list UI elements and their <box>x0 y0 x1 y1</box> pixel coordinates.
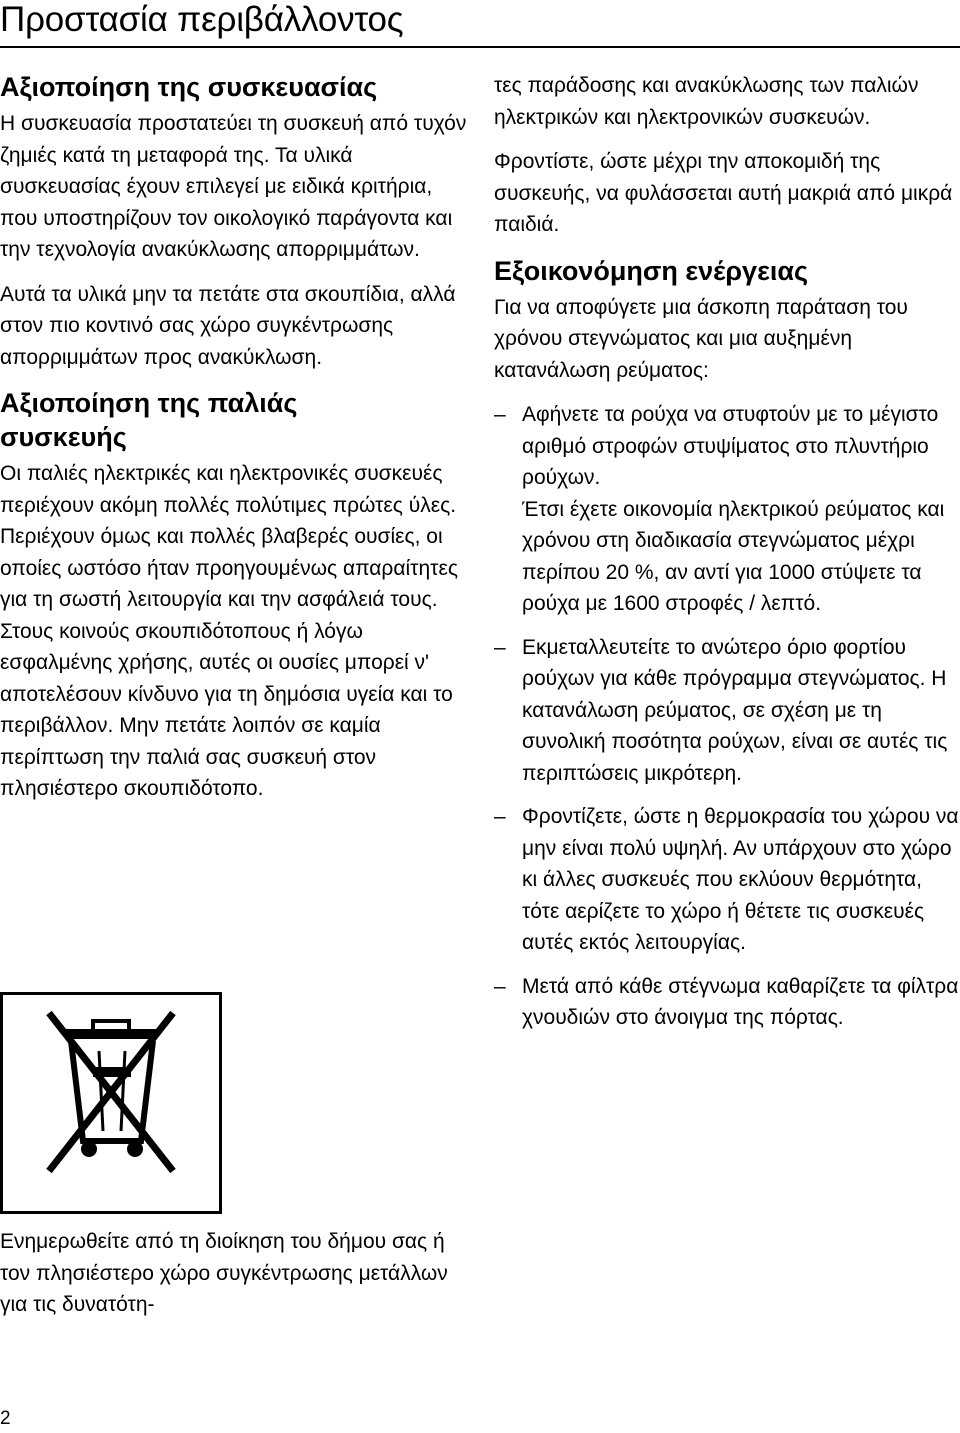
bullet-dash: – <box>494 974 506 998</box>
energy-intro-paragraph: Για να αποφύγετε μια άσκοπη παράταση του χρόνου στεγνώματος και μια αυξημένη κατανάλωση ρεύματος: <box>494 295 908 382</box>
continuation-paragraph: τες παράδοσης και ανακύκλωσης των παλιών ηλεκτρικών και ηλεκτρονικών συσκευών. <box>494 74 919 129</box>
weee-crossed-bin-icon <box>0 992 222 1214</box>
list-item-text: Αφήνετε τα ρούχα να στυφτούν με το μέγιστο αριθμό στροφών στυψίματος στο πλυντήριο ρούχων. Έτσι έχετε οικονομία ηλεκτρικού ρεύματος και χρόνου στη διαδικασία στεγνώματος μέχρι περίπου 20 %, αν αντί για 1000 στύψετε τα ρούχα με 1600 στροφές / λεπτό. <box>522 403 945 615</box>
page-title: Προστασία περιβάλλοντος <box>0 0 404 39</box>
energy-tips-list <box>494 399 960 1034</box>
packaging-paragraph-1: Η συσκευασία προστατεύει τη συσκευή από τυχόν ζημιές κατά τη μεταφορά της. Τα υλικά συσκευασίας έχουν επιλεγεί με ειδικά κριτήρια, που υποστηρίζουν τον οικολογικό παράγοντα και την τεχνολογία ανακύκλωσης απορριμμάτων. <box>0 112 467 261</box>
list-item <box>494 399 960 620</box>
municipality-paragraph: Ενημερωθείτε από τη διοίκηση του δήμου σας ή τον πλησιέστερο χώρο συγκέντρωσης μετάλλων για τις δυνατότη- <box>0 1230 448 1316</box>
packaging-paragraph-2: Αυτά τα υλικά μην τα πετάτε στα σκουπίδια, αλλά στον πιο κοντινό σας χώρο συγκέντρωσης απορριμμάτων προς ανακύκλωση. <box>0 282 456 369</box>
list-item <box>494 801 960 959</box>
section-heading-old-appliance: Αξιοποίηση της παλιάς συσκευής <box>0 388 298 452</box>
right-column <box>494 70 960 1046</box>
list-item-text: Εκμεταλλευτείτε το ανώτερο όριο φορτίου ρούχων για κάθε πρόγραμμα στεγνώματος. Η κατανάλωση ρεύματος, σε σχέση με τη συνολική ποσότητα ρούχων, είναι σε αυτές τις περιπτώσεις μικρότερη. <box>522 635 948 785</box>
section-heading-packaging: Αξιοποίηση της συσκευασίας <box>0 72 378 102</box>
bullet-dash: – <box>494 403 506 426</box>
child-safety-paragraph: Φροντίστε, ώστε μέχρι την αποκομιδή της συσκευής, να φυλάσσεται αυτή μακριά από μικρά παιδιά. <box>494 150 953 236</box>
list-item-text: Μετά από κάθε στέγνωμα καθαρίζετε τα φίλτρα χνουδιών στο άνοιγμα της πόρτας. <box>522 974 959 1029</box>
bullet-dash: – <box>494 805 506 828</box>
old-appliance-paragraph: Οι παλιές ηλεκτρικές και ηλεκτρονικές συσκευές περιέχουν ακόμη πολλές πολύτιμες πρώτες ύλες. Περιέχουν όμως και πολλές βλαβερές ουσίες, οι οποίες ωστόσο ήταν προηγουμένως απαραίτητες για τη σωστή λειτουργία και την ασφάλειά τους. Στους κοινούς σκουπιδότοπους ή λόγω εσφαλμένης χρήσης, αυτές οι ουσίες μπορεί ν' αποτελέσουν κίνδυνο για τη δημόσια υγεία και το περιβάλλον. Μην πετάτε λοιπόν σε καμία περίπτωση την παλιά σας συσκευή στον πλησιέστερο σκουπιδότοπο. <box>0 462 458 800</box>
list-item <box>494 971 960 1034</box>
title-divider <box>0 46 960 48</box>
page-number: 2 <box>0 1408 11 1429</box>
section-heading-energy-saving: Εξοικονόμηση ενέργειας <box>494 255 809 286</box>
bullet-dash: – <box>494 635 506 659</box>
left-column <box>0 70 470 818</box>
list-item <box>494 632 960 790</box>
list-item-text: Φροντίζετε, ώστε η θερμοκρασία του χώρου να μην είναι πολύ υψηλή. Αν υπάρχουν στο χώρο κι άλλες συσκευές που εκλύουν θερμότητα, τότε αερίζετε το χώρο ή θέτετε τις συσκευές αυτές εκτός λειτουργίας. <box>522 805 959 954</box>
